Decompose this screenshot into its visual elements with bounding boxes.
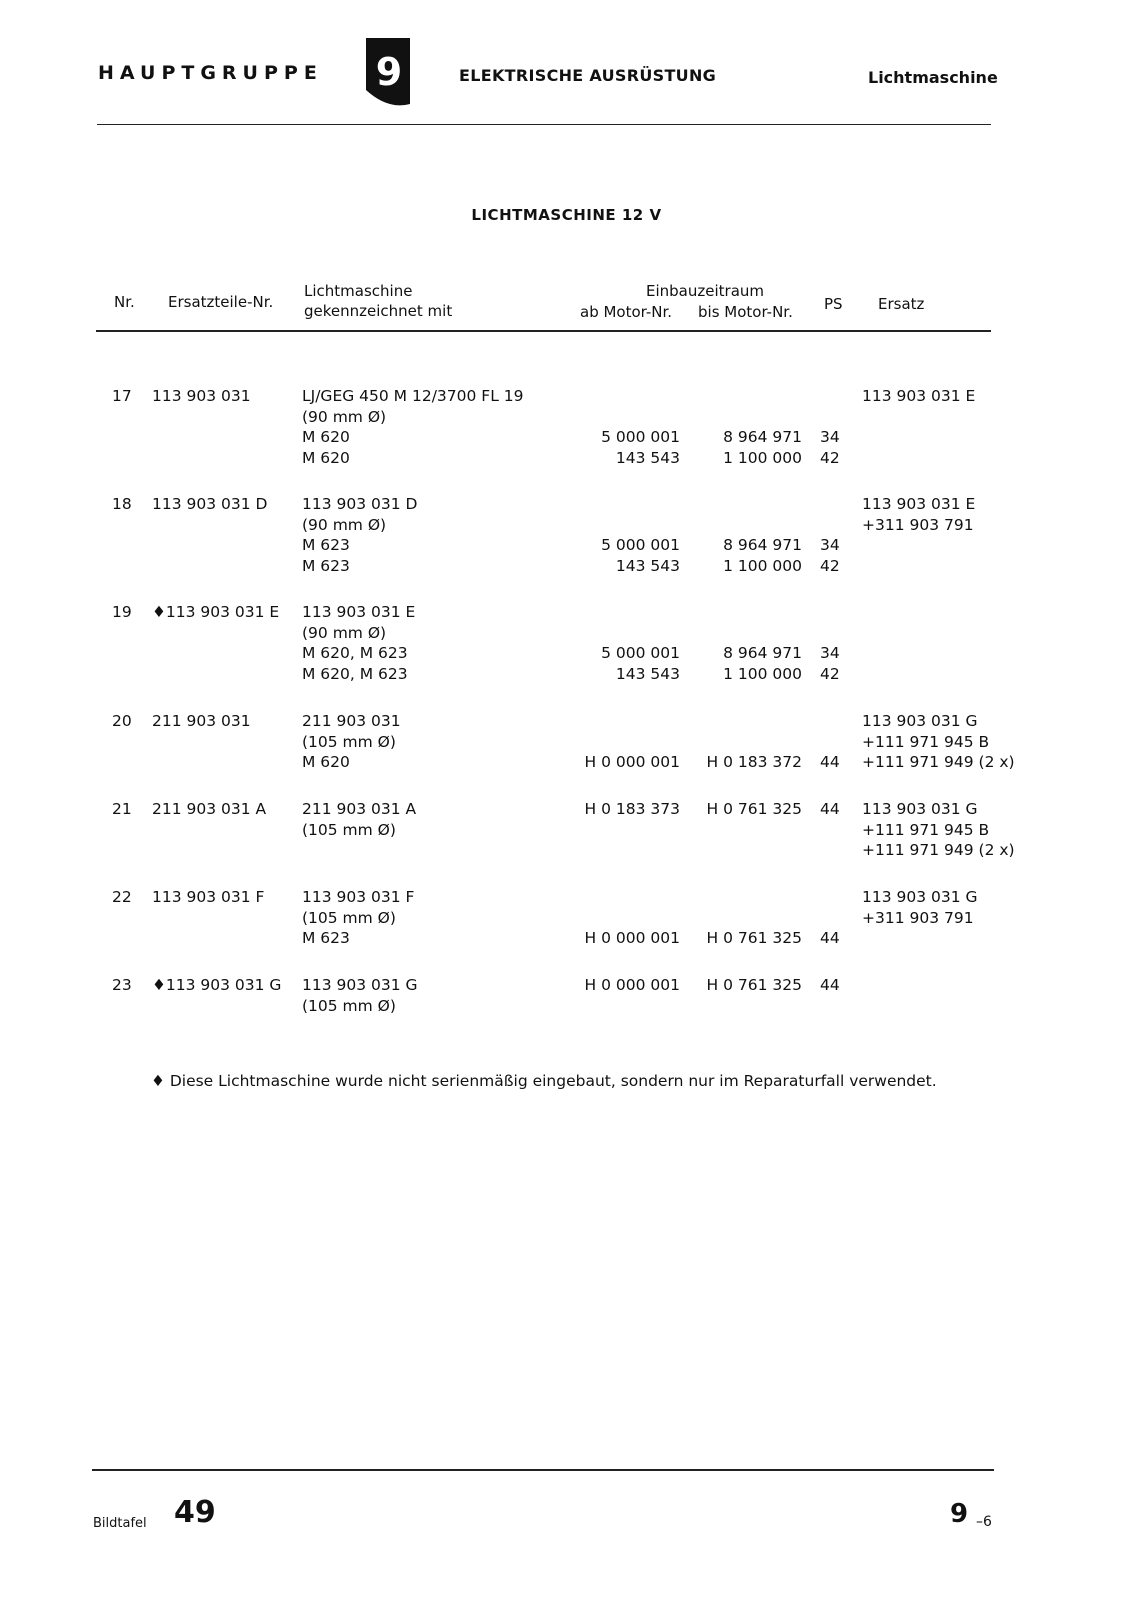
row-ps: 44 (820, 976, 840, 994)
row-to-engine: 8 964 971 1 100 000 (723, 536, 802, 575)
row-marking: 113 903 031 E (90 mm Ø) M 620, M 623 M 620, M 623 (302, 603, 416, 683)
row-part-number: ♦113 903 031 E (152, 603, 280, 621)
row-number: 22 (112, 888, 132, 906)
row-marking: LJ/GEG 450 M 12/3700 FL 19 (90 mm Ø) M 620 M 620 (302, 387, 524, 467)
row-replacement: 113 903 031 G +311 903 791 (862, 888, 978, 927)
row-from-engine: 5 000 001 143 543 (601, 644, 680, 683)
row-part-number: 211 903 031 A (152, 800, 267, 818)
row-number: 17 (112, 387, 132, 405)
row-part-number: ♦113 903 031 G (152, 976, 282, 994)
column-header-ps: PS (824, 295, 843, 313)
row-from-engine: H 0 000 001 (584, 929, 680, 947)
row-to-engine: H 0 761 325 (706, 800, 802, 818)
row-to-engine: H 0 761 325 (706, 929, 802, 947)
row-ps: 44 (820, 753, 840, 771)
row-part-number: 211 903 031 (152, 712, 251, 730)
row-part-number: 113 903 031 F (152, 888, 265, 906)
row-ps: 44 (820, 929, 840, 947)
row-marking: 113 903 031 F (105 mm Ø) M 623 (302, 888, 415, 947)
column-header-part-number: Ersatzteile-Nr. (168, 293, 274, 311)
row-number: 20 (112, 712, 132, 730)
group-number: 9 (375, 50, 403, 94)
group-number-badge (360, 34, 416, 110)
column-header-marked-line2: gekennzeichnet mit (304, 302, 453, 320)
row-number: 21 (112, 800, 132, 818)
row-from-engine: H 0 183 373 (584, 800, 680, 818)
row-number: 18 (112, 495, 132, 513)
row-ps: 34 42 (820, 536, 840, 575)
row-replacement: 113 903 031 G +111 971 945 B +111 971 949 (2 x) (862, 712, 1015, 771)
page-number: 9 (950, 1499, 969, 1529)
column-header-marked-line1: Lichtmaschine (304, 282, 413, 300)
row-replacement: 113 903 031 E +311 903 791 (862, 495, 976, 534)
column-header-nr: Nr. (114, 293, 135, 311)
plate-number: 49 (174, 1495, 216, 1530)
page-sub-number: –6 (976, 1514, 992, 1530)
section-title: ELEKTRISCHE AUSRÜSTUNG (459, 66, 717, 85)
row-marking: 211 903 031 A (105 mm Ø) (302, 800, 417, 839)
row-replacement: 113 903 031 E (862, 387, 976, 405)
row-from-engine: H 0 000 001 (584, 976, 680, 994)
plate-label: Bildtafel (93, 1516, 147, 1531)
table-header-rule (96, 330, 991, 332)
row-to-engine: H 0 183 372 (706, 753, 802, 771)
row-from-engine: 5 000 001 143 543 (601, 428, 680, 467)
row-replacement: 113 903 031 G +111 971 945 B +111 971 949 (2 x) (862, 800, 1015, 859)
row-marking: 113 903 031 G (105 mm Ø) (302, 976, 418, 1015)
row-ps: 44 (820, 800, 840, 818)
header-rule (97, 124, 991, 125)
column-header-replacement: Ersatz (878, 295, 925, 313)
row-ps: 34 42 (820, 644, 840, 683)
row-from-engine: 5 000 001 143 543 (601, 536, 680, 575)
row-number: 19 (112, 603, 132, 621)
row-ps: 34 42 (820, 428, 840, 467)
row-number: 23 (112, 976, 132, 994)
column-header-from-engine: ab Motor-Nr. (580, 303, 673, 321)
main-group-label: HAUPTGRUPPE (98, 62, 323, 84)
column-header-period: Einbauzeitraum (646, 282, 765, 300)
row-part-number: 113 903 031 D (152, 495, 268, 513)
document-title: LICHTMASCHINE 12 V (471, 206, 662, 224)
footer-rule (92, 1469, 994, 1471)
row-from-engine: H 0 000 001 (584, 753, 680, 771)
row-to-engine: 8 964 971 1 100 000 (723, 644, 802, 683)
row-to-engine: 8 964 971 1 100 000 (723, 428, 802, 467)
subject-title: Lichtmaschine (868, 68, 998, 87)
column-header-to-engine: bis Motor-Nr. (698, 303, 793, 321)
row-to-engine: H 0 761 325 (706, 976, 802, 994)
row-part-number: 113 903 031 (152, 387, 251, 405)
row-marking: 211 903 031 (105 mm Ø) M 620 (302, 712, 401, 771)
footnote: ♦ Diese Lichtmaschine wurde nicht serienmäßig eingebaut, sondern nur im Reparaturfall verwendet. (151, 1072, 937, 1090)
row-marking: 113 903 031 D (90 mm Ø) M 623 M 623 (302, 495, 418, 575)
